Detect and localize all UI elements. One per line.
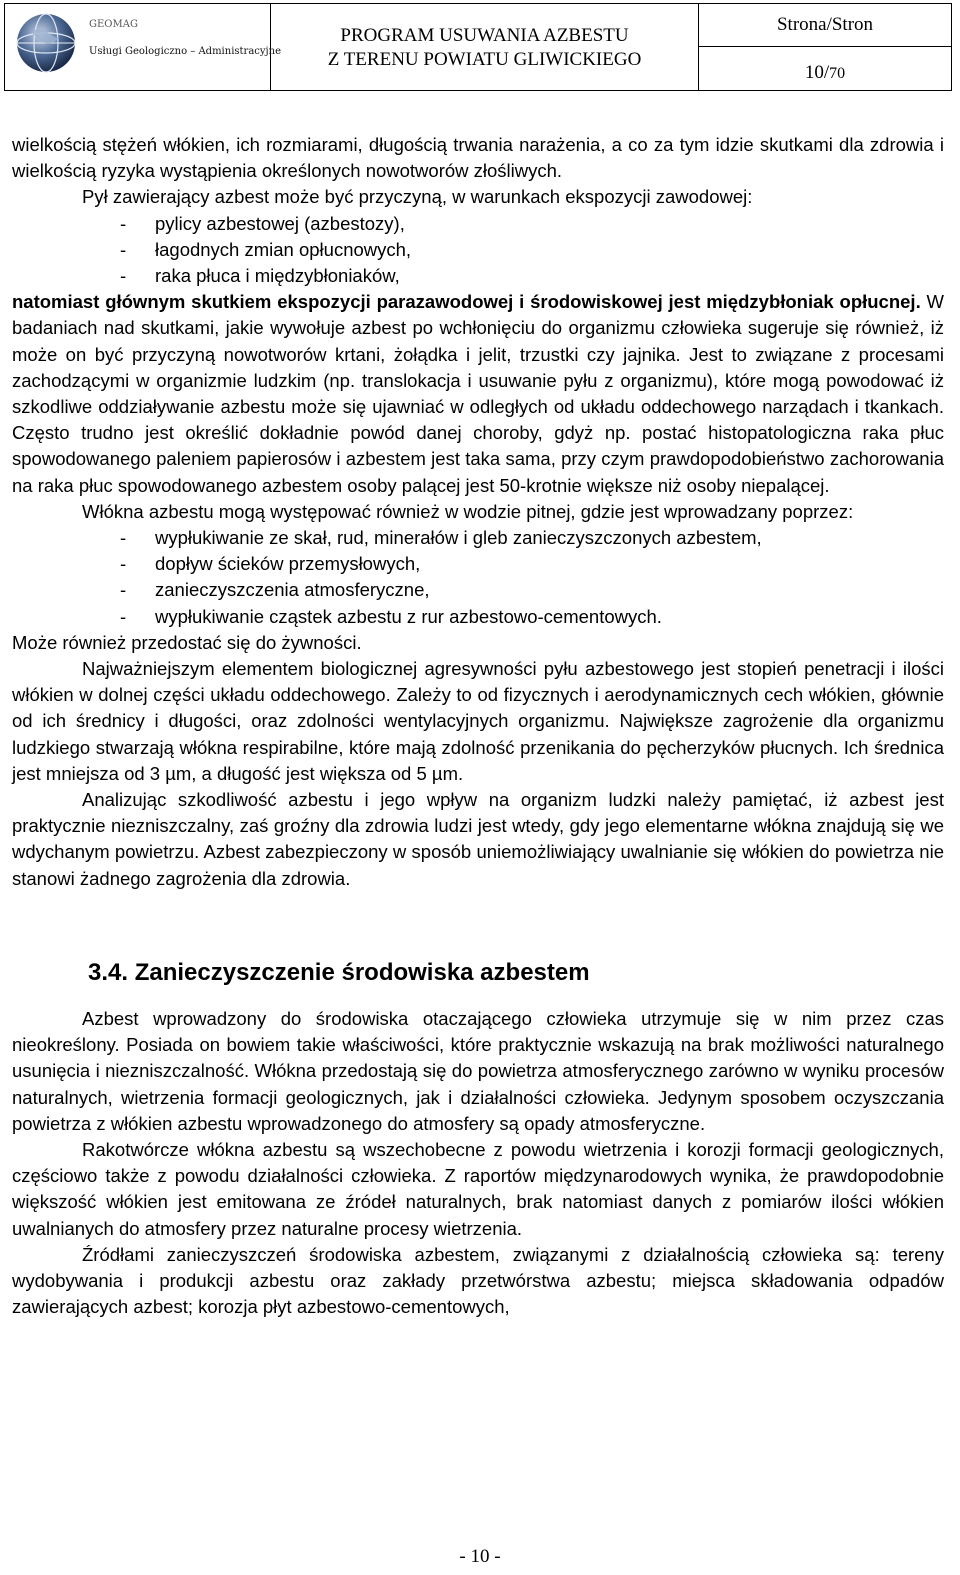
page-counter <box>699 4 951 90</box>
list-item: - dopływ ścieków przemysłowych, <box>120 553 421 575</box>
bold-text: natomiast głównym skutkiem ekspozycji parazawodowej i środowiskowej jest międzybłoniak opłucnej. <box>12 291 921 313</box>
company-logo <box>5 4 281 90</box>
page-current: 10/ <box>804 62 830 83</box>
document-title <box>271 4 699 90</box>
title-line-1: PROGRAM USUWANIA AZBESTU <box>340 25 629 46</box>
paragraph: Pył zawierający azbest może być przyczyną, w warunkach ekspozycji zawodowej: <box>82 186 753 208</box>
list-item: - łagodnych zmian opłucnowych, <box>120 238 412 260</box>
paragraph: Źródłami zanieczyszczeń środowiska azbestem, związanymi z działalnością człowieka są: tereny wydobywania i produkcji azbestu oraz zakłady przetwórstwa azbestu; miejsca składowania odpadów zawierających azbest; korozja płyt azbestowo-cementowych, <box>12 1243 944 1318</box>
paragraph <box>12 289 944 499</box>
divider <box>699 46 951 47</box>
page-counter-label: Strona/Stron <box>776 14 874 35</box>
list-item: - wypłukiwanie cząstek azbestu z rur azbestowo-cementowych. <box>120 605 662 627</box>
list-item-text: raka płuca i międzybłoniaków, <box>155 265 400 287</box>
list-item: - raka płuca i międzybłoniaków, <box>120 265 400 287</box>
list-item-text: zanieczyszczenia atmosferyczne, <box>155 579 430 601</box>
page-total: 70 <box>829 65 846 82</box>
list-item: - wypłukiwanie ze skał, rud, minerałów i gleb zanieczyszczonych azbestem, <box>120 527 762 549</box>
globe-icon <box>11 12 81 74</box>
page-number: - 10 - <box>459 1546 501 1567</box>
list-item-text: wypłukiwanie ze skał, rud, minerałów i gleb zanieczyszczonych azbestem, <box>155 527 762 549</box>
paragraph: Włókna azbestu mogą występować również w wodzie pitnej, gdzie jest wprowadzany poprzez: <box>82 500 854 522</box>
list-item-text: pylicy azbestowej (azbestozy), <box>155 212 405 234</box>
paragraph: wielkością stężeń włókien, ich rozmiarami, długością trwania narażenia, a co za tym idzie skutkami dla zdrowia i wielkością ryzyka wystąpienia określonych nowotworów złośliwych. <box>12 134 944 182</box>
logo-name: GEOMAG <box>89 19 138 30</box>
list-item-text: wypłukiwanie cząstek azbestu z rur azbestowo-cementowych. <box>155 605 662 627</box>
paragraph: Może również przedostać się do żywności. <box>12 631 362 653</box>
list-item-text: dopływ ścieków przemysłowych, <box>155 553 421 575</box>
paragraph: Najważniejszym elementem biologicznej agresywności pyłu azbestowego jest stopień penetracji i ilości włókien w dolnej części układu oddechowego. Zależy to od fizycznych i aerodynamicznych cech włókien, głównie od ich średnicy i długości, oraz zdolności wentylacyjnych organizmu. Największe zagrożenie dla organizmu ludzkiego stwarzają włókna respirabilne, które mają zdolność przenikania do pęcherzyków płucnych. Ich średnica jest mniejsza od 3 µm, a długość jest większa od 5 µm. <box>12 658 944 784</box>
list-item: - zanieczyszczenia atmosferyczne, <box>120 579 430 601</box>
section-heading: 3.4. Zanieczyszczenie środowiska azbestem <box>88 958 590 986</box>
title-line-2: Z TERENU POWIATU GLIWICKIEGO <box>327 49 642 70</box>
paragraph-text: W badaniach nad skutkami, jakie wywołuje azbest po wchłonięciu do organizmu człowieka sugeruje się również, iż może on być przyczyną nowotworów krtani, żołądka i jelit, trzustki czy jajnika. Jest to związane z procesami zachodzącymi w organizmie ludzkim (np. translokacja i usuwanie pyłu z organizmu), które mogą powodować iż szkodliwe oddziaływanie azbestu może się ujawniać w odległych od układu oddechowego narządach i tkankach. Często trudno jest określić dokładnie powód danej choroby, gdyż np. postać histopatologiczna raka płuc spowodowanego paleniem papierosów i azbestem jest taka sama, przy czym prawdopodobieństwo zachorowania na raka płuc spowodowanego azbestem osoby palącej jest 50-krotnie większe niż osoby niepalącej. <box>12 291 944 496</box>
paragraph: Azbest wprowadzony do środowiska otaczającego człowieka utrzymuje się w nim przez czas nieokreślony. Posiada on bowiem takie właściwości, które praktycznie wskazują na brak możliwości naturalnego usunięcia i niezniszczalność. Włókna przedostają się do powietrza atmosferycznego zarówno w wyniku procesów naturalnych, wietrzenia formacji geologicznych, jak i działalności człowieka. Jedynym sposobem oczyszczania powietrza z włókien azbestu wprowadzonego do atmosfery są opady atmosferyczne. <box>12 1007 944 1134</box>
list-item: - pylicy azbestowej (azbestozy), <box>120 212 405 234</box>
logo-subtitle: Usługi Geologiczno – Administracyjne <box>89 46 281 57</box>
paragraph: Rakotwórcze włókna azbestu są wszechobecne z powodu wietrzenia i korozji formacji geologicznych, częściowo także z powodu działalności człowieka. Z raportów międzynarodowych wynika, że prawdopodobnie większość włókien jest emitowana ze źródeł naturalnych, brak natomiast danych z pomiarów ilości włókien uwalnianych do atmosfery przez naturalne procesy wietrzenia. <box>12 1138 944 1239</box>
document-header <box>4 3 952 91</box>
document-body <box>12 132 944 1320</box>
paragraph: Analizując szkodliwość azbestu i jego wpływ na organizm ludzki należy pamiętać, iż azbest jest praktycznie niezniszczalny, zaś groźny dla zdrowia ludzi jest wtedy, gdy jego elementarne włókna znajdują się we wdychanym powietrzu. Azbest zabezpieczony w sposób uniemożliwiający uwalnianie się włókien do powietrza nie stanowi żadnego zagrożenia dla zdrowia. <box>12 789 944 889</box>
page-counter-value <box>699 62 951 84</box>
list-item-text: łagodnych zmian opłucnowych, <box>155 238 412 260</box>
